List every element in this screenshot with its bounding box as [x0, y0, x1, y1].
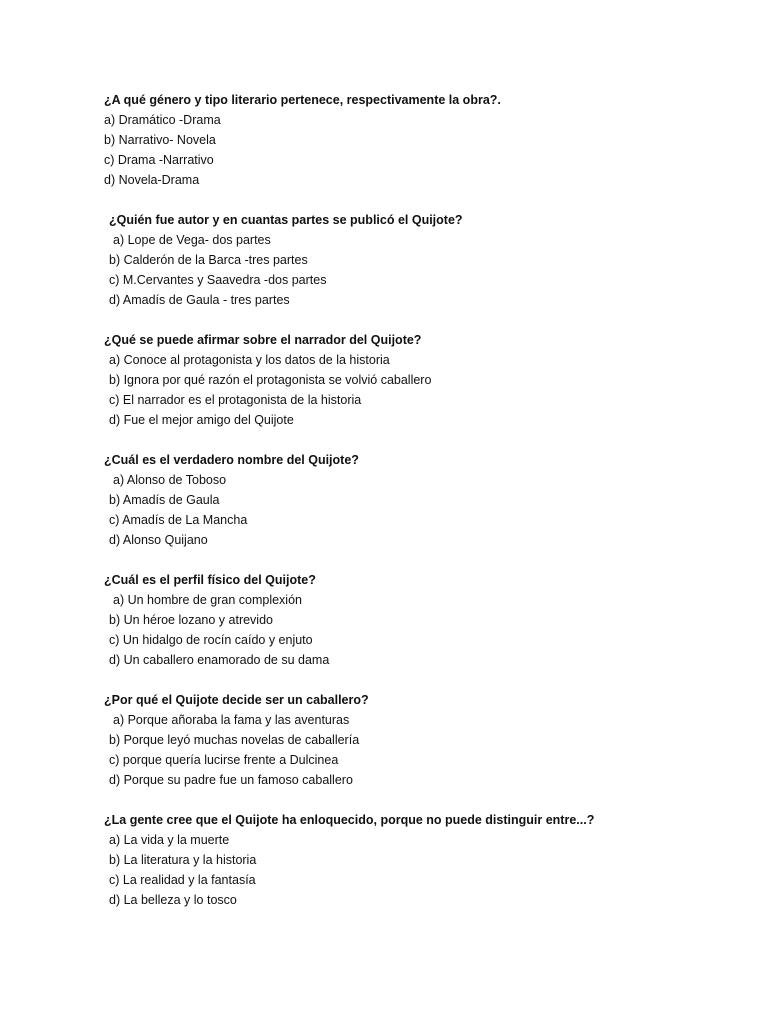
answer-option: b) Un héroe lozano y atrevido — [109, 613, 273, 627]
answer-option: c) M.Cervantes y Saavedra -dos partes — [109, 273, 327, 287]
answer-option: c) Un hidalgo de rocín caído y enjuto — [109, 633, 313, 647]
answer-option: b) Ignora por qué razón el protagonista se volvió caballero — [109, 373, 432, 387]
answer-option: a) Lope de Vega- dos partes — [113, 233, 271, 247]
answer-option: b) Amadís de Gaula — [109, 493, 220, 507]
answer-option: b) La literatura y la historia — [109, 853, 257, 867]
answer-option: d) Fue el mejor amigo del Quijote — [109, 413, 294, 427]
answer-option: c) La realidad y la fantasía — [109, 873, 256, 887]
answer-option: d) Amadís de Gaula - tres partes — [109, 293, 290, 307]
answer-option: a) Porque añoraba la fama y las aventuras — [113, 713, 350, 727]
answer-option: b) Calderón de la Barca -tres partes — [109, 253, 308, 267]
question-block-5 — [104, 570, 724, 670]
answer-option: c) El narrador es el protagonista de la historia — [109, 393, 362, 407]
answer-option: d) La belleza y lo tosco — [109, 893, 237, 907]
answer-option: c) Amadís de La Mancha — [109, 513, 248, 527]
question-text: ¿Quién fue autor y en cuantas partes se publicó el Quijote? — [109, 213, 463, 227]
question-block-6 — [104, 690, 724, 790]
answer-option: c) porque quería lucirse frente a Dulcinea — [109, 753, 339, 767]
question-block-3 — [104, 330, 724, 430]
answer-option: a) Alonso de Toboso — [113, 473, 227, 487]
question-block-2 — [104, 210, 724, 310]
question-block-4 — [104, 450, 724, 550]
question-text: ¿A qué género y tipo literario pertenece, respectivamente la obra?. — [104, 93, 501, 107]
question-text: ¿Cuál es el verdadero nombre del Quijote? — [104, 453, 359, 467]
answer-option: b) Narrativo- Novela — [104, 133, 216, 147]
question-text: ¿Por qué el Quijote decide ser un caballero? — [104, 693, 369, 707]
answer-option: a) La vida y la muerte — [109, 833, 230, 847]
question-text: ¿Qué se puede afirmar sobre el narrador del Quijote? — [104, 333, 422, 347]
question-block-7 — [104, 810, 724, 910]
answer-option: d) Alonso Quijano — [109, 533, 208, 547]
question-text: ¿Cuál es el perfil físico del Quijote? — [104, 573, 316, 587]
answer-option: d) Porque su padre fue un famoso caballero — [109, 773, 353, 787]
question-text: ¿La gente cree que el Quijote ha enloquecido, porque no puede distinguir entre...? — [104, 813, 595, 827]
answer-option: a) Dramático -Drama — [104, 113, 221, 127]
answer-option: a) Conoce al protagonista y los datos de la historia — [109, 353, 390, 367]
answer-option: a) Un hombre de gran complexión — [113, 593, 302, 607]
answer-option: c) Drama -Narrativo — [104, 153, 214, 167]
answer-option: d) Novela-Drama — [104, 173, 200, 187]
answer-option: d) Un caballero enamorado de su dama — [109, 653, 330, 667]
answer-option: b) Porque leyó muchas novelas de caballería — [109, 733, 360, 747]
question-block-1 — [104, 90, 724, 190]
